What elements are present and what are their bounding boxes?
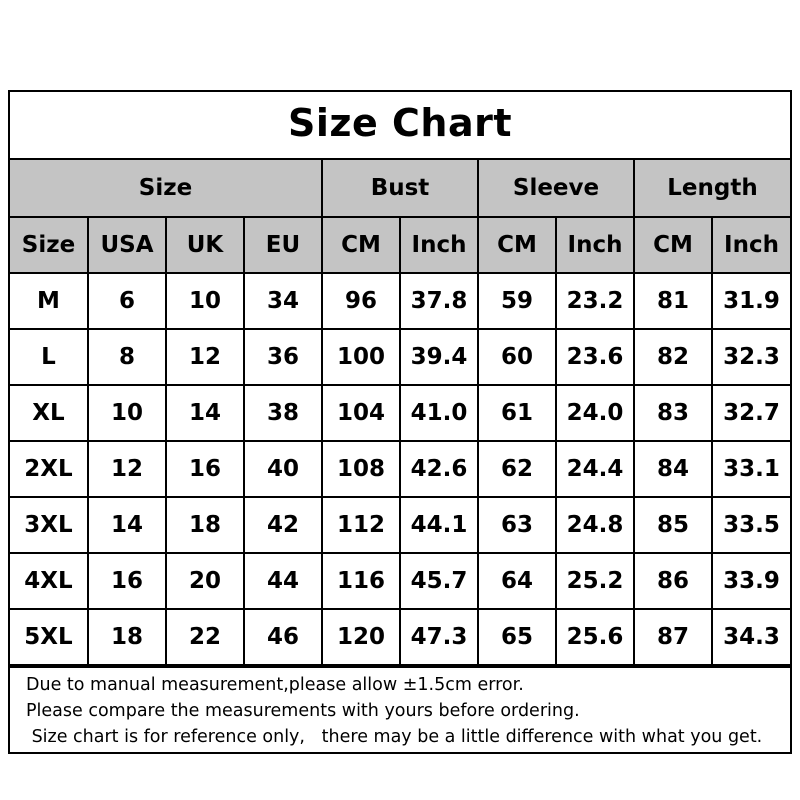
cell-eu: 36 <box>244 329 322 385</box>
table-row <box>10 273 790 329</box>
cell-bust-inch: 37.8 <box>400 273 478 329</box>
column-header-eu: EU <box>244 217 322 273</box>
cell-bust-cm: 116 <box>322 553 400 609</box>
group-header-row <box>10 159 790 217</box>
size-chart-container <box>8 90 792 668</box>
group-header-length: Length <box>634 159 790 217</box>
column-header-row <box>10 217 790 273</box>
column-header-sleeve-cm: CM <box>478 217 556 273</box>
column-header-usa: USA <box>88 217 166 273</box>
cell-bust-cm: 96 <box>322 273 400 329</box>
cell-usa: 6 <box>88 273 166 329</box>
cell-length-cm: 86 <box>634 553 712 609</box>
cell-sleeve-inch: 25.2 <box>556 553 634 609</box>
cell-length-inch: 32.3 <box>712 329 790 385</box>
cell-bust-cm: 100 <box>322 329 400 385</box>
cell-bust-cm: 112 <box>322 497 400 553</box>
note-line-2: Please compare the measurements with yours before ordering. <box>26 701 580 722</box>
note-line-1: Due to manual measurement,please allow ±1.5cm error. <box>26 675 524 695</box>
cell-uk: 16 <box>166 441 244 497</box>
group-header-sleeve: Sleeve <box>478 159 634 217</box>
column-header-bust-cm: CM <box>322 217 400 273</box>
column-header-length-inch: Inch <box>712 217 790 273</box>
cell-length-inch: 33.9 <box>712 553 790 609</box>
cell-length-cm: 87 <box>634 609 712 665</box>
cell-sleeve-cm: 65 <box>478 609 556 665</box>
cell-size: L <box>10 329 88 385</box>
table-row <box>10 497 790 553</box>
cell-sleeve-inch: 23.6 <box>556 329 634 385</box>
cell-bust-cm: 120 <box>322 609 400 665</box>
cell-uk: 12 <box>166 329 244 385</box>
cell-length-inch: 31.9 <box>712 273 790 329</box>
measurement-notes <box>8 668 792 754</box>
cell-usa: 12 <box>88 441 166 497</box>
cell-length-cm: 82 <box>634 329 712 385</box>
size-chart-body <box>10 92 790 665</box>
cell-bust-inch: 41.0 <box>400 385 478 441</box>
cell-uk: 20 <box>166 553 244 609</box>
cell-sleeve-cm: 60 <box>478 329 556 385</box>
cell-usa: 16 <box>88 553 166 609</box>
table-row <box>10 385 790 441</box>
cell-usa: 14 <box>88 497 166 553</box>
title-row <box>10 92 790 159</box>
table-row <box>10 553 790 609</box>
cell-bust-inch: 44.1 <box>400 497 478 553</box>
cell-bust-inch: 45.7 <box>400 553 478 609</box>
cell-uk: 10 <box>166 273 244 329</box>
cell-eu: 42 <box>244 497 322 553</box>
cell-length-inch: 34.3 <box>712 609 790 665</box>
cell-eu: 40 <box>244 441 322 497</box>
column-header-bust-inch: Inch <box>400 217 478 273</box>
cell-usa: 18 <box>88 609 166 665</box>
cell-usa: 8 <box>88 329 166 385</box>
cell-bust-cm: 104 <box>322 385 400 441</box>
cell-sleeve-cm: 61 <box>478 385 556 441</box>
column-header-sleeve-inch: Inch <box>556 217 634 273</box>
cell-eu: 46 <box>244 609 322 665</box>
table-row <box>10 441 790 497</box>
cell-sleeve-cm: 59 <box>478 273 556 329</box>
size-chart-table <box>10 92 790 666</box>
cell-length-inch: 32.7 <box>712 385 790 441</box>
page-title: Size Chart <box>10 92 790 159</box>
cell-sleeve-cm: 63 <box>478 497 556 553</box>
cell-bust-inch: 42.6 <box>400 441 478 497</box>
cell-sleeve-cm: 64 <box>478 553 556 609</box>
cell-sleeve-inch: 25.6 <box>556 609 634 665</box>
column-header-uk: UK <box>166 217 244 273</box>
table-row <box>10 329 790 385</box>
cell-bust-inch: 39.4 <box>400 329 478 385</box>
cell-eu: 44 <box>244 553 322 609</box>
cell-uk: 14 <box>166 385 244 441</box>
cell-size: M <box>10 273 88 329</box>
cell-length-cm: 81 <box>634 273 712 329</box>
note-line-3: Size chart is for reference only, there may be a little difference with what you get. <box>26 727 763 748</box>
cell-length-cm: 84 <box>634 441 712 497</box>
table-row <box>10 609 790 665</box>
cell-sleeve-cm: 62 <box>478 441 556 497</box>
cell-eu: 34 <box>244 273 322 329</box>
cell-size: XL <box>10 385 88 441</box>
group-header-size: Size <box>10 159 322 217</box>
cell-bust-cm: 108 <box>322 441 400 497</box>
cell-size: 4XL <box>10 553 88 609</box>
cell-size: 5XL <box>10 609 88 665</box>
cell-size: 2XL <box>10 441 88 497</box>
group-header-bust: Bust <box>322 159 478 217</box>
cell-usa: 10 <box>88 385 166 441</box>
column-header-length-cm: CM <box>634 217 712 273</box>
cell-sleeve-inch: 24.0 <box>556 385 634 441</box>
cell-length-inch: 33.5 <box>712 497 790 553</box>
cell-eu: 38 <box>244 385 322 441</box>
cell-uk: 22 <box>166 609 244 665</box>
cell-length-cm: 83 <box>634 385 712 441</box>
cell-length-cm: 85 <box>634 497 712 553</box>
cell-size: 3XL <box>10 497 88 553</box>
column-header-size: Size <box>10 217 88 273</box>
cell-sleeve-inch: 24.8 <box>556 497 634 553</box>
cell-length-inch: 33.1 <box>712 441 790 497</box>
cell-uk: 18 <box>166 497 244 553</box>
cell-bust-inch: 47.3 <box>400 609 478 665</box>
cell-sleeve-inch: 24.4 <box>556 441 634 497</box>
cell-sleeve-inch: 23.2 <box>556 273 634 329</box>
